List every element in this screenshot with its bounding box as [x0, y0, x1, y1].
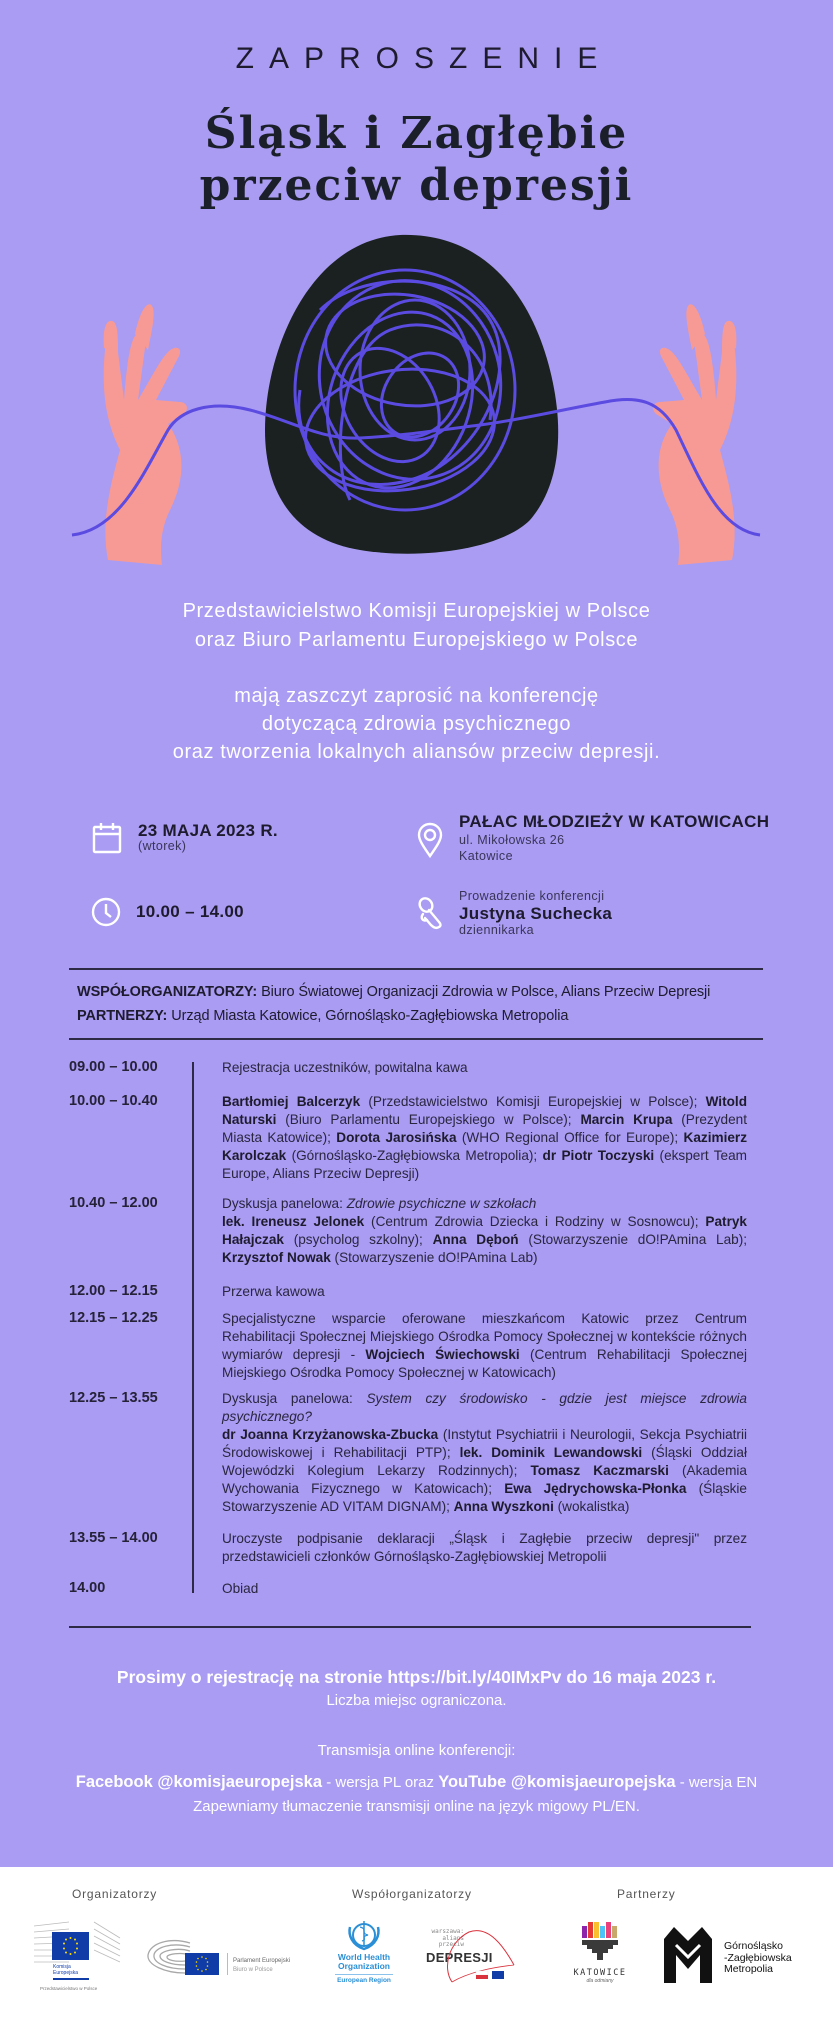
partners-footer-label: Partnerzy [617, 1887, 676, 1901]
speaker-name: Anna Wyszkoni [453, 1499, 554, 1514]
sign-language-note: Zapewniamy tłumaczenie transmisji online na język migowy PL/EN. [193, 1798, 640, 1815]
speaker-name: Krzysztof Nowak [222, 1250, 331, 1265]
agenda-text: Dyskusja panelowa: [222, 1196, 347, 1211]
intro-line-3: mają zaszczyt zaprosić na konferencję [234, 685, 599, 707]
agenda-time: 14.00 [69, 1580, 106, 1596]
page-title-line1: Śląsk i Zagłębie [204, 108, 629, 159]
host-label: Prowadzenie konferencji [459, 889, 605, 903]
speaker-name: Kazimierz Karolczak [222, 1130, 747, 1163]
speaker-name: Tomasz Kaczmarski [530, 1463, 669, 1478]
divider-top [69, 968, 763, 970]
agenda-item [222, 1530, 747, 1566]
agenda-item [222, 1093, 747, 1183]
agenda-text: Rejestracja uczestników, powitalna kawa [222, 1060, 468, 1075]
european-commission-logo [34, 1920, 124, 2000]
organizers-label: Organizatorzy [72, 1887, 158, 1901]
alians-logo-line1: warszawa: [431, 1928, 464, 1935]
host-role: dziennikarka [459, 923, 534, 937]
divider-bottom [69, 1038, 763, 1040]
ec-logo-line2: Europejska [53, 1970, 79, 1976]
right-hand-icon [653, 304, 736, 565]
host-name: Justyna Suchecka [459, 904, 613, 923]
registration-text: Prosimy o rejestrację na stronie https://bit.ly/40IMxPv do 16 maja 2023 r. [116, 1667, 717, 1687]
speaker-name: dr Piotr Toczyski [542, 1148, 655, 1163]
agenda-text: Obiad [222, 1581, 259, 1596]
agenda-item [222, 1059, 747, 1077]
calendar-icon [92, 822, 122, 854]
gzm-logo-line3: Metropolia [724, 1963, 774, 1975]
microphone-icon [417, 896, 447, 932]
invitation-kicker: ZAPROSZENIE [235, 42, 613, 75]
facebook-link[interactable]: Facebook @komisjaeuropejska [75, 1773, 323, 1791]
left-hand-icon [104, 304, 187, 565]
ep-logo-line2: Biuro w Polsce [233, 1967, 273, 1973]
agenda-item [222, 1283, 747, 1301]
speaker-name: Wojciech Świechowski [365, 1347, 520, 1362]
agenda-text: (WHO Regional Office for Europe); [456, 1130, 684, 1145]
agenda-time: 12.25 – 13.55 [69, 1390, 158, 1406]
logo-footer [0, 1867, 833, 2038]
gzm-metropolia-logo [664, 1927, 824, 1987]
youtube-suffix: - wersja EN [675, 1774, 758, 1791]
panel-topic: Zdrowie psychiczne w szkołach [346, 1196, 537, 1211]
agenda-item [222, 1195, 747, 1267]
who-logo-line3: European Region [337, 1977, 391, 1984]
agenda-text: (Stowarzyszenie dO!PAmina Lab); [518, 1232, 747, 1247]
agenda-item [222, 1580, 747, 1598]
alians-logo-line4: DEPRESJI [426, 1950, 493, 1965]
who-logo [330, 1919, 398, 1999]
alians-logo-line3: przeciw [438, 1941, 464, 1948]
who-logo-line1: World Health [337, 1952, 391, 1962]
agenda-text: Przerwa kawowa [222, 1284, 325, 1299]
agenda-text: (Biuro Parlamentu Europejskiego w Polsce); [276, 1112, 581, 1127]
agenda-text: (Górnośląsko-Zagłębiowska Metropolia); [286, 1148, 543, 1163]
agenda-text: Specjalistyczne wsparcie oferowane mieszkańcom Katowic przez Centrum Rehabilitacji Społecznej Miejskiego Ośrodka Pomocy Społecznej w kontekście różnych wymiarów depresji - [222, 1311, 747, 1362]
partners-value: Urząd Miasta Katowice, Górnośląsko-Zagłębiowska Metropolia [167, 1008, 569, 1024]
ec-logo-line1: Komisja [53, 1964, 71, 1970]
speaker-name: lek. Ireneusz Jelonek [222, 1214, 365, 1229]
youtube-link[interactable]: YouTube @komisjaeuropejska [438, 1773, 676, 1791]
agenda-text: (wokalistka) [553, 1499, 630, 1514]
agenda-text: Dyskusja panelowa: [222, 1391, 367, 1406]
speaker-name: dr Joanna Krzyżanowska-Zbucka [222, 1427, 439, 1442]
coorganizers-footer-label: Współorganizatorzy [352, 1887, 472, 1901]
who-logo-line2: Organization [338, 1961, 390, 1971]
coorganizers-value: Biuro Światowej Organizacji Zdrowia w Polsce, Alians Przeciw Depresji [257, 984, 711, 1000]
agenda-time: 13.55 – 14.00 [69, 1530, 158, 1546]
agenda-text: (Instytut Psychiatrii i Neurologii, Sekcja Psychiatrii Środowiskowej i Rehabilitacji PTP); [222, 1427, 747, 1460]
agenda-text: (Akademia Wychowania Fizycznego w Katowicach); [222, 1463, 747, 1496]
divider-agenda-end [69, 1626, 751, 1628]
gzm-logo-line1: Górnośląsko [724, 1940, 783, 1952]
katowice-logo-name: KATOWICE [573, 1968, 627, 1978]
agenda-text: (Stowarzyszenie dO!PAmina Lab) [330, 1250, 538, 1265]
speaker-name: Anna Dęboń [432, 1232, 519, 1247]
agenda-divider [192, 1062, 194, 1593]
partners-label: PARTNERZY: [77, 1008, 168, 1024]
agenda-item [222, 1390, 747, 1516]
coorganizers-label: WSPÓŁORGANIZATORZY: [77, 984, 258, 1000]
speaker-name: Dorota Jarosińska [336, 1130, 457, 1145]
page-title-line2: przeciw depresji [199, 160, 634, 211]
event-date: 23 MAJA 2023 R. [138, 821, 278, 840]
ec-logo-caption: Przedstawicielstwo w Polsce [40, 1986, 98, 1991]
intro-line-4: dotyczącą zdrowia psychicznego [261, 713, 572, 735]
speaker-name: Marcin Krupa [580, 1112, 673, 1127]
clock-icon [91, 897, 121, 927]
stream-title: Transmisja online konferencji: [317, 1742, 516, 1759]
speaker-name: lek. Dominik Lewandowski [459, 1445, 643, 1460]
agenda-time: 09.00 – 10.00 [69, 1059, 158, 1075]
speaker-name: Ewa Jędrychowska-Płonka [504, 1481, 687, 1496]
agenda-time: 10.40 – 12.00 [69, 1195, 158, 1211]
venue-street: ul. Mikołowska 26 [459, 833, 565, 847]
alians-przeciw-depresji-logo [424, 1927, 519, 1987]
european-parliament-logo [145, 1935, 295, 1980]
agenda-text: (Śląski Oddział Wojewódzki Kolegium Lekarzy Rodzinnych); [222, 1445, 747, 1478]
agenda-text: (psycholog szkolny); [283, 1232, 433, 1247]
intro-line-2: oraz Biuro Parlamentu Europejskiego w Polsce [194, 629, 639, 651]
agenda-time: 12.15 – 12.25 [69, 1310, 158, 1326]
katowice-logo-tagline: dla odmiany [586, 1978, 614, 1984]
facebook-suffix: - wersja PL oraz [322, 1774, 439, 1791]
intro-line-5: oraz tworzenia lokalnych aliansów przeciw depresji. [172, 741, 661, 763]
agenda-text: (Centrum Zdrowia Dziecka i Rodziny w Sosnowcu); [364, 1214, 706, 1229]
gzm-logo-line2: -Zagłębiowska [724, 1951, 792, 1964]
alians-logo-line2: alians [442, 1934, 464, 1942]
location-pin-icon [417, 822, 443, 858]
tangled-thread-illustration [60, 230, 780, 570]
partners-line [77, 1008, 568, 1024]
speaker-name: Patryk Hałajczak [222, 1214, 747, 1247]
agenda-text: (ekspert Team Europe, Alians Przeciw Depresji) [222, 1148, 747, 1181]
intro-line-1: Przedstawicielstwo Komisji Europejskiej w Polsce [182, 600, 651, 622]
agenda-text: (Przedstawicielstwo Komisji Europejskiej w Polsce); [360, 1094, 706, 1109]
speaker-name: Witold Naturski [222, 1094, 747, 1127]
agenda-text: (Centrum Rehabilitacji Społecznej Miejskiego Ośrodka Pomocy Społecznej w Katowicach) [222, 1347, 747, 1380]
katowice-logo [570, 1920, 630, 1992]
agenda-time: 10.00 – 10.40 [69, 1093, 158, 1109]
agenda-text: Uroczyste podpisanie deklaracji „Śląsk i Zagłębie przeciw depresji" przez przedstawicieli członków Górnośląsko-Zagłębiowskiej Metropolii [222, 1531, 747, 1564]
venue-name: PAŁAC MŁODZIEŻY W KATOWICACH [459, 812, 770, 831]
venue-city: Katowice [459, 849, 513, 863]
agenda-text: (Prezydent Miasta Katowice); [222, 1112, 747, 1145]
event-day: (wtorek) [138, 839, 187, 853]
agenda-time: 12.00 – 12.15 [69, 1283, 158, 1299]
agenda-item [222, 1310, 747, 1382]
agenda-text: (Śląskie Stowarzyszenie AD VITAM DIGNAM); [222, 1481, 747, 1514]
ep-logo-line1: Parlament Europejski [233, 1958, 291, 1964]
stream-links [0, 1773, 833, 1792]
registration-note: Liczba miejsc ograniczona. [326, 1692, 507, 1709]
coorganizers-line [77, 984, 710, 1000]
panel-topic: System czy środowisko - gdzie jest miejsce zdrowia psychicznego? [222, 1391, 747, 1424]
speaker-name: Bartłomiej Balcerzyk [222, 1094, 361, 1109]
event-time: 10.00 – 14.00 [136, 902, 244, 921]
